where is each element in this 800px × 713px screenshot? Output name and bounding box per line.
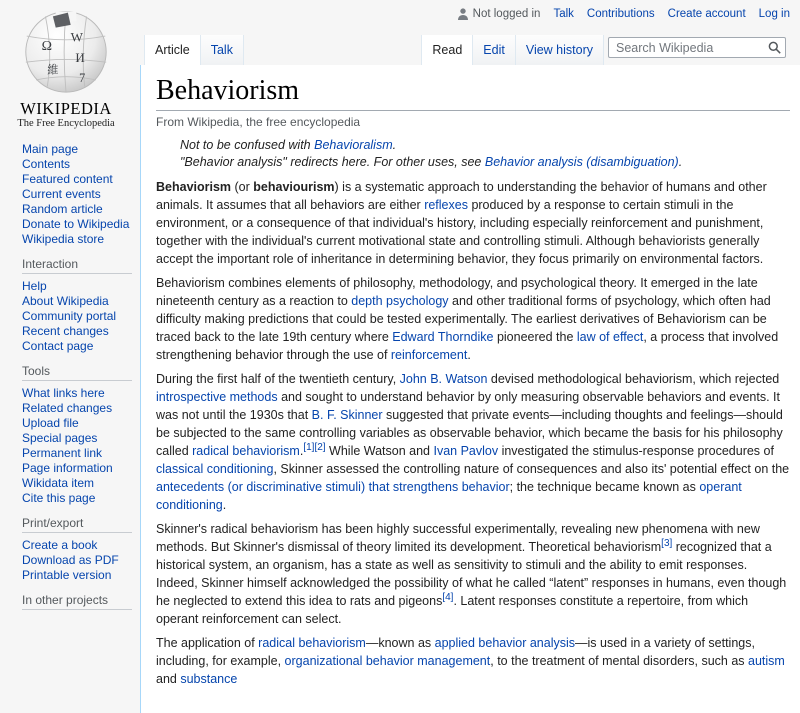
reference-link[interactable]: [4]: [442, 591, 454, 603]
globe-letter-7: 7: [79, 70, 86, 85]
personal-link-talk[interactable]: Talk: [553, 8, 574, 20]
sidebar-item-contents[interactable]: Contents: [22, 157, 71, 171]
text-run: , Skinner assessed the controlling nature of consequences and also its' potential effect on the: [273, 462, 790, 476]
text-run: recognized that a historical system, an organism, has a state as well as sensitivity to stimuli and the ability to emit responses. Indeed, Skinner himself acknowledged the possibility of what he called “latent” responses in humans, even though he neglected to extend this idea to rats and pigeons: [156, 540, 787, 608]
article-text: [156, 178, 790, 688]
sidebar-item-main-page[interactable]: Main page: [22, 142, 79, 156]
paragraph: [156, 274, 790, 364]
sidebar-item-wikipedia-store[interactable]: Wikipedia store: [22, 232, 105, 246]
reference-link[interactable]: [1]: [303, 441, 315, 453]
sidebar-item-random-article[interactable]: Random article: [22, 202, 103, 216]
text-run: .: [222, 498, 227, 512]
tab-view-history[interactable]: View history: [516, 35, 604, 65]
paragraph: [156, 178, 790, 268]
sidebar-item-special-pages[interactable]: Special pages: [22, 431, 98, 445]
text-run: ) is a systematic approach to understanding the behavior of humans and other animals. It assumes that all behaviors are either: [156, 180, 767, 212]
text-run: pioneered the: [493, 330, 577, 344]
sidebar-item-help[interactable]: Help: [22, 279, 47, 293]
wiki-link[interactable]: depth psychology: [351, 294, 449, 308]
paragraph: [156, 520, 790, 628]
personal-links: [540, 8, 790, 20]
text-run: The application of: [156, 636, 259, 650]
sidebar-item-related-changes[interactable]: Related changes: [22, 401, 113, 415]
wiki-link[interactable]: reflexes: [424, 198, 468, 212]
sidebar-item-upload-file[interactable]: Upload file: [22, 416, 79, 430]
text-run: and sought to understand behavior by only measuring observable behaviors and events. It was not until the 1930s that: [156, 390, 780, 422]
paragraph: [156, 370, 790, 514]
globe-letter-i: И: [75, 50, 85, 66]
text-run: .: [299, 444, 304, 458]
sidebar-item-permanent-link[interactable]: Permanent link: [22, 446, 103, 460]
reference-sup: [442, 592, 453, 603]
search-icon: [768, 41, 781, 54]
text-run: . Latent responses constitute a repertoire, from which operant reinforcement can select.: [156, 594, 749, 626]
wiki-link[interactable]: Ivan Pavlov: [433, 444, 499, 458]
personal-link-contributions[interactable]: Contributions: [586, 8, 655, 20]
wiki-link[interactable]: Behavioralism: [314, 138, 393, 152]
sidebar-item-wikidata-item[interactable]: Wikidata item: [22, 476, 95, 490]
wiki-link[interactable]: John B. Watson: [399, 372, 488, 386]
wiki-link[interactable]: reinforcement: [390, 348, 468, 362]
user-icon: [457, 8, 469, 20]
wiki-link[interactable]: organizational behavior management: [284, 654, 491, 668]
site-subtitle: From Wikipedia, the free encyclopedia: [156, 115, 361, 129]
text-run: Skinner's radical behaviorism has been highly successful experimentally, revealing new phenomena with new methods. But Skinner's dismissal of theory limited its development. Theoretical behaviorism: [156, 522, 760, 554]
text-run: —known as: [365, 636, 435, 650]
reference-link[interactable]: [2]: [314, 441, 326, 453]
sidebar-item-create-a-book[interactable]: Create a book: [22, 538, 98, 552]
sidebar-section-title: Interaction: [22, 257, 132, 274]
article-content: [140, 65, 800, 713]
text-run: and: [156, 672, 181, 686]
sidebar-item-page-information[interactable]: Page information: [22, 461, 113, 475]
personal-link-log-in[interactable]: Log in: [758, 8, 790, 20]
sidebar-nav: [0, 142, 140, 610]
hatnotes: [180, 137, 790, 171]
reference-sup: [661, 538, 672, 549]
tab-article[interactable]: Article: [144, 35, 201, 65]
paragraph: [156, 634, 790, 688]
wiki-link[interactable]: autism: [748, 654, 785, 668]
text-run: suggested that private events—including thoughts and feelings—should be subjected to the same controlling variables as observable behavior, which became the basis for his philosophy called: [156, 408, 783, 458]
wiki-link[interactable]: radical behaviorism: [192, 444, 300, 458]
reference-sup: [314, 442, 325, 453]
logo-tagline: The Free Encyclopedia: [17, 118, 115, 129]
sidebar-section-interaction: [22, 257, 132, 354]
sidebar-item-download-as-pdf[interactable]: Download as PDF: [22, 553, 119, 567]
text-run: ; the technique became known as: [509, 480, 700, 494]
page-title: Behaviorism: [156, 75, 790, 111]
wiki-link[interactable]: substance: [180, 672, 238, 686]
text-run: .: [678, 155, 683, 169]
text-run: , a process that involved strengthening behavior through the use of: [156, 330, 779, 362]
wiki-link[interactable]: antecedents (or discriminative stimuli) that strengthens behavior: [156, 480, 510, 494]
reference-sup: [303, 442, 314, 453]
sidebar: [0, 0, 140, 607]
text-run: Not to be confused with: [180, 138, 315, 152]
text-run: devised methodological behaviorism, which rejected: [487, 372, 780, 386]
puzzle-globe-icon: [19, 8, 113, 94]
sidebar-section-in-other-projects: [22, 593, 132, 610]
text-run: , to the treatment of mental disorders, such as: [490, 654, 749, 668]
bold-term: behaviourism: [253, 180, 335, 194]
globe-letter-omega: Ω: [41, 39, 53, 55]
sidebar-item-cite-this-page[interactable]: Cite this page: [22, 491, 96, 505]
wiki-link[interactable]: operant conditioning: [156, 480, 742, 512]
personal-link-create-account[interactable]: Create account: [667, 8, 746, 20]
sidebar-item-community-portal[interactable]: Community portal: [22, 309, 117, 323]
text-run: (or: [231, 180, 254, 194]
hatnote: [180, 154, 790, 171]
wiki-link[interactable]: law of effect: [576, 330, 644, 344]
namespace-tabs: [144, 35, 244, 65]
tab-talk[interactable]: Talk: [201, 35, 244, 65]
search-input[interactable]: [608, 37, 786, 58]
wikipedia-logo[interactable]: [0, 0, 120, 130]
text-run: Behaviorism combines elements of philosophy, methodology, and psychological theory. It emerged in the late nineteenth century as a reaction to: [156, 276, 758, 308]
login-status: [457, 8, 541, 20]
text-run: While Watson and: [325, 444, 434, 458]
globe-letter-cjk: 維: [47, 64, 59, 77]
sidebar-section-title: In other projects: [22, 593, 132, 610]
sidebar-section-title: Tools: [22, 364, 132, 381]
tab-edit[interactable]: Edit: [473, 35, 516, 65]
text-run: During the first half of the twentieth century,: [156, 372, 400, 386]
text-run: "Behavior analysis" redirects here. For other uses, see: [180, 155, 485, 169]
search-box: [608, 37, 786, 58]
reference-link[interactable]: [3]: [661, 537, 673, 549]
content-column: [140, 0, 800, 686]
logo-wordmark: WIKIPEDIA: [20, 99, 112, 118]
login-status-label: Not logged in: [472, 8, 541, 20]
wiki-link[interactable]: applied behavior analysis: [434, 636, 575, 650]
sidebar-section-print-export: [22, 516, 132, 583]
sidebar-item-current-events[interactable]: Current events: [22, 187, 101, 201]
text-run: investigated the stimulus-response procedures of: [498, 444, 774, 458]
sidebar-item-about-wikipedia[interactable]: About Wikipedia: [22, 294, 109, 308]
sidebar-item-donate-to-wikipedia[interactable]: Donate to Wikipedia: [22, 217, 130, 231]
sidebar-section-navigation: [22, 142, 132, 247]
text-run: .: [392, 138, 397, 152]
sidebar-item-recent-changes[interactable]: Recent changes: [22, 324, 109, 338]
search-button[interactable]: [768, 41, 781, 54]
sidebar-item-featured-content[interactable]: Featured content: [22, 172, 113, 186]
sidebar-section-tools: [22, 364, 132, 506]
sidebar-section-title: Print/export: [22, 516, 132, 533]
bold-term: Behaviorism: [156, 180, 232, 194]
sidebar-item-contact-page[interactable]: Contact page: [22, 339, 94, 353]
text-run: and other traditional forms of psychology, which often had difficulty making predictions that could be tested experimentally. The earliest derivatives of Behaviorism can be traced back to the late 19th century where: [156, 294, 771, 344]
text-run: produced by a response to certain stimuli in the environment, or a consequence of that individual's history, including especially reinforcement and punishment, together with the individual's current motivational state and controlling stimuli. Although behaviorists generally accept the important role of inheritance in determining behavior, they focus primarily on environmental factors.: [156, 198, 764, 266]
globe-letter-w: W: [70, 29, 84, 45]
personal-bar: [457, 8, 790, 20]
text-run: .: [467, 348, 471, 362]
text-run: —is used in a variety of settings, including, for example,: [156, 636, 755, 668]
hatnote: [180, 137, 790, 154]
wiki-link[interactable]: radical behaviorism: [258, 636, 366, 650]
wiki-link[interactable]: Behavior analysis (disambiguation): [484, 155, 679, 169]
wiki-link[interactable]: B. F. Skinner: [311, 408, 383, 422]
tab-read[interactable]: Read: [421, 35, 473, 65]
wiki-link[interactable]: classical conditioning: [156, 462, 274, 476]
wiki-link[interactable]: Edward Thorndike: [392, 330, 494, 344]
sidebar-item-what-links-here[interactable]: What links here: [22, 386, 105, 400]
view-tabs: [421, 35, 604, 65]
sidebar-item-printable-version[interactable]: Printable version: [22, 568, 112, 582]
wiki-link[interactable]: introspective methods: [156, 390, 278, 404]
